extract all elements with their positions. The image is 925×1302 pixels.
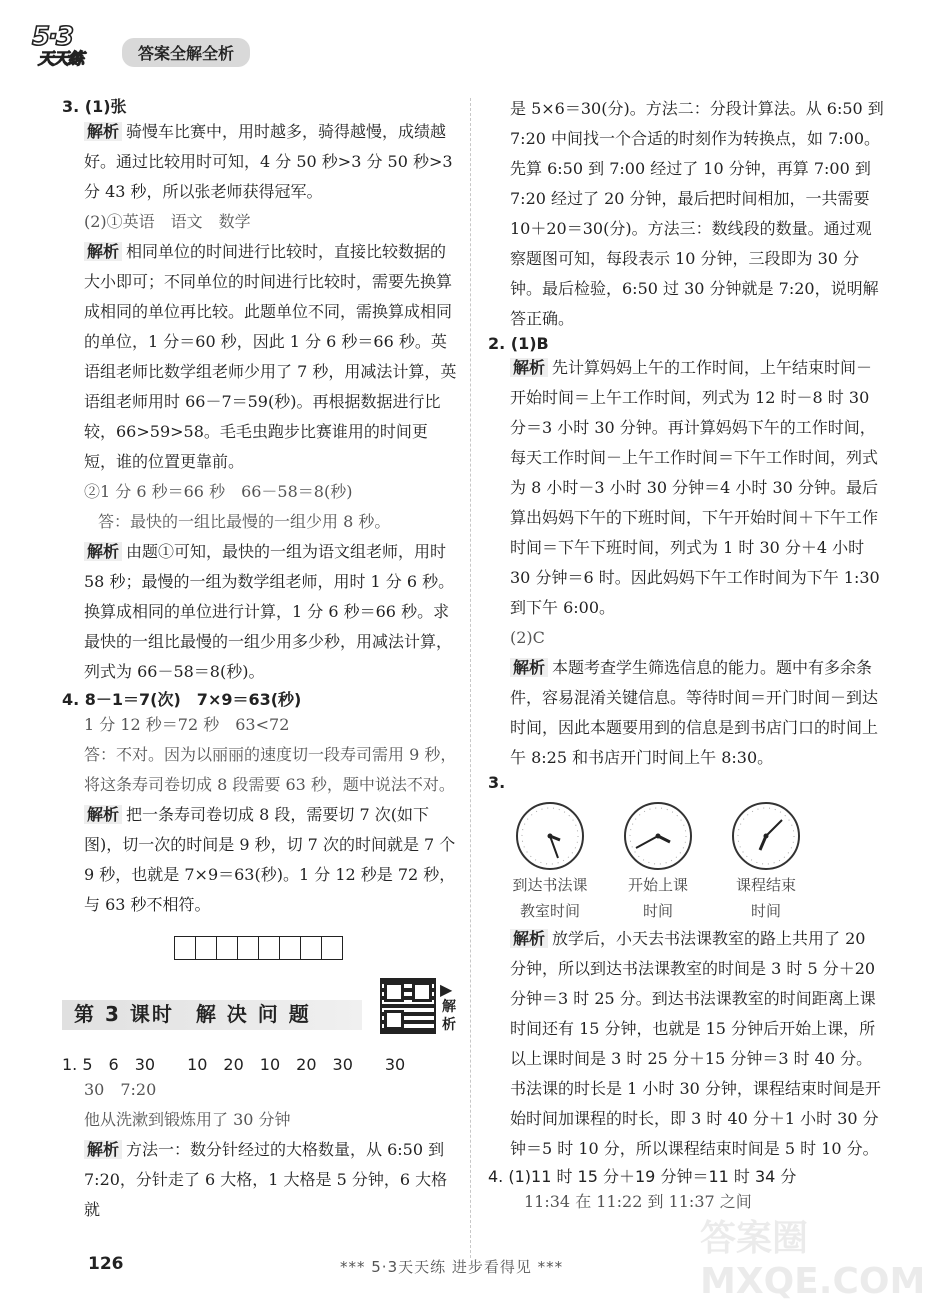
q4-line1: 4. 8－1＝7(次) 7×9＝63(秒) xyxy=(62,690,302,709)
jiexi-label: 解析 xyxy=(510,658,548,677)
q3-2b: ②1 分 6 秒＝66 秒 66－58＝8(秒) xyxy=(84,482,353,501)
jiexi-label: 解析 xyxy=(510,358,548,377)
footer-slogan: *** 5·3天天练 进步看得见 *** xyxy=(340,1258,564,1276)
q4-analysis: 把一条寿司卷切成 8 段，需要切 7 次(如下图)，切一次的时间是 9 秒，切 7 次的时间就是 7 个 9 秒，也就是 7×9＝63(秒)。1 分 12 秒是 72 秒，与 63 秒不相符。 xyxy=(84,805,456,914)
q4-line2-right: 11:34 在 11:22 到 11:37 之间 xyxy=(524,1192,752,1211)
clock-arrival-label1: 到达书法课 xyxy=(512,876,588,894)
jiexi-label: 解析 xyxy=(84,122,122,141)
column-divider xyxy=(470,98,471,1258)
qr-code[interactable] xyxy=(380,978,436,1034)
q4-line1-right: 4. (1)11 时 15 分＋19 分钟＝11 时 34 分 xyxy=(488,1167,797,1186)
q3-2b-analysis: 由题①可知，最快的一组为语文组老师，用时 58 秒；最慢的一组为数学组老师，用时 1 分 6 秒。换算成相同的单位进行计算，1 分 6 秒＝66 秒。求最快的一组比最慢的一组少用多少秒，用减法计算，列式为 66－58＝8(秒)。 xyxy=(84,542,455,681)
watermark: 答案圈 MXQE.COM xyxy=(700,1218,925,1302)
q3-1: 3. (1)张 xyxy=(62,97,127,116)
right-column xyxy=(488,94,884,1217)
lesson-q1-line1: 1. 5 6 30 10 20 10 20 30 30 xyxy=(62,1055,406,1074)
sushi-cut-diagram xyxy=(174,936,458,960)
clock-start-label2: 时间 xyxy=(642,902,673,920)
q4-line2: 1 分 12 秒＝72 秒 63<72 xyxy=(84,715,290,734)
lesson-q1-line3: 他从洗漱到锻炼用了 30 分钟 xyxy=(84,1110,291,1129)
lesson-q1-analysis-cont: 是 5×6＝30(分)。方法二：分段计算法。从 6:50 到 7:20 中间找一个合适的时刻作为转换点，如 7:00。先算 6:50 到 7:00 经过了 10 分钟，再算 7:00 到 7:20 经过了 20 分钟，最后把时间相加，一共需要 10＋20＝30(分)。方法三：数线段的数量。通过观察题图可知，每段表示 10 分钟，三段即为 30 分钟。最后检验，6:50 过 30 分钟就是 7:20，说明解答正确。 xyxy=(510,99,884,328)
clock-end-label1: 课程结束 xyxy=(735,876,796,894)
jiexi-label: 解析 xyxy=(84,805,122,824)
q4-answer: 答：不对。因为以丽丽的速度切一段寿司需用 9 秒，将这条寿司卷切成 8 段需要 63 秒，题中说法不对。 xyxy=(84,745,457,794)
logo-bottom: 天天练 xyxy=(38,49,84,68)
jiexi-label: 解析 xyxy=(510,929,548,948)
clock-face-icon xyxy=(730,800,802,872)
page-footer xyxy=(0,1242,900,1282)
q2-1-analysis: 先计算妈妈上午的工作时间，上午结束时间－开始时间＝上午工作时间，列式为 12 时－8 时 30 分＝3 小时 30 分钟。再计算妈妈下午的工作时间，每天工作时间－上午工作时间＝下午工作时间，列式为 8 小时－3 小时 30 分钟＝4 小时 30 分钟。最后算出妈妈下午的下班时间，下午开始时间＋下午工作时间＝下午下班时间，列式为 1 时 30 分＋4 小时 30 分钟＝6 时。因此妈妈下午工作时间为下午 1:30 到下午 6:00。 xyxy=(510,358,880,617)
q3-2: (2)①英语 语文 数学 xyxy=(84,212,251,231)
q3-1-analysis: 骑慢车比赛中，用时越多，骑得越慢，成绩越好。通过比较用时可知，4 分 50 秒>3 分 50 秒>3 分 43 秒，所以张老师获得冠军。 xyxy=(84,122,453,201)
clock-arrival xyxy=(510,800,590,924)
clock-face-icon xyxy=(622,800,694,872)
q3-analysis: 放学后，小天去书法课教室的路上共用了 20 分钟，所以到达书法课教室的时间是 3 时 5 分＋20 分钟＝3 时 25 分。到达书法课教室的时间距离上课时间还有 15 分钟，也就是 15 分钟后开始上课，所以上课时间是 3 时 25 分＋15 分钟＝3 时 40 分。书法课的时长是 1 小时 30 分钟，课程结束时间是开始时间加课程的时长，即 3 时 40 分＋1 小时 30 分钟＝5 时 10 分，所以课程结束时间是 5 时 10 分。 xyxy=(510,929,881,1158)
jiexi-label: 解析 xyxy=(84,542,122,561)
clock-start xyxy=(618,800,698,924)
clock-start-label1: 开始上课 xyxy=(627,876,688,894)
clock-end xyxy=(726,800,806,924)
lesson-title: 第 3 课时 解 决 问 题 xyxy=(74,1002,311,1026)
clock-row xyxy=(510,800,884,924)
q2-2-analysis: 本题考查学生筛选信息的能力。题中有多余条件，容易混淆关键信息。等待时间＝开门时间－到达时间，因此本题要用到的信息是到书店门口的时间上午 8:25 和书店开门时间上午 8:30。 xyxy=(510,658,879,767)
clock-end-label2: 时间 xyxy=(750,902,781,920)
logo-top: 5·3 xyxy=(32,22,73,52)
page-header xyxy=(22,20,322,72)
play-icon: ▶ xyxy=(440,980,453,999)
q3-2b-answer: 答：最快的一组比最慢的一组少用 8 秒。 xyxy=(98,512,391,531)
brand-logo xyxy=(32,24,128,68)
header-tag: 答案全解全析 xyxy=(122,38,250,67)
page-number: 126 xyxy=(88,1254,124,1274)
q3-2-analysis: 相同单位的时间进行比较时，直接比较数据的大小即可；不同单位的时间进行比较时，需要先换算成相同的单位再比较。此题单位不同，需换算成相同的单位，1 分＝60 秒，因此 1 分 6 秒＝66 秒。英语组老师比数学组老师少用了 7 秒，用减法计算，英语组老师用时 66－7＝59(秒)。再根据数据进行比较，66>59>58。毛毛虫跑步比赛谁用的时间更短，谁的位置更靠前。 xyxy=(84,242,457,471)
lesson-banner xyxy=(62,978,458,1038)
q2-2: (2)C xyxy=(510,628,545,647)
left-column xyxy=(62,94,458,1225)
q2-1: 2. (1)B xyxy=(488,334,549,353)
clock-arrival-label2: 教室时间 xyxy=(519,902,580,920)
jiexi-label: 解析 xyxy=(84,1140,122,1159)
lesson-q1-line2: 30 7:20 xyxy=(84,1080,157,1099)
lesson-q1-analysis: 方法一：数分针经过的大格数量，从 6:50 到 7:20，分针走了 6 大格，1 大格是 5 分钟，6 大格就 xyxy=(84,1140,448,1219)
qr-label: 解析 xyxy=(442,999,456,1033)
jiexi-label: 解析 xyxy=(84,242,122,261)
q3: 3. xyxy=(488,773,506,792)
clock-face-icon xyxy=(514,800,586,872)
